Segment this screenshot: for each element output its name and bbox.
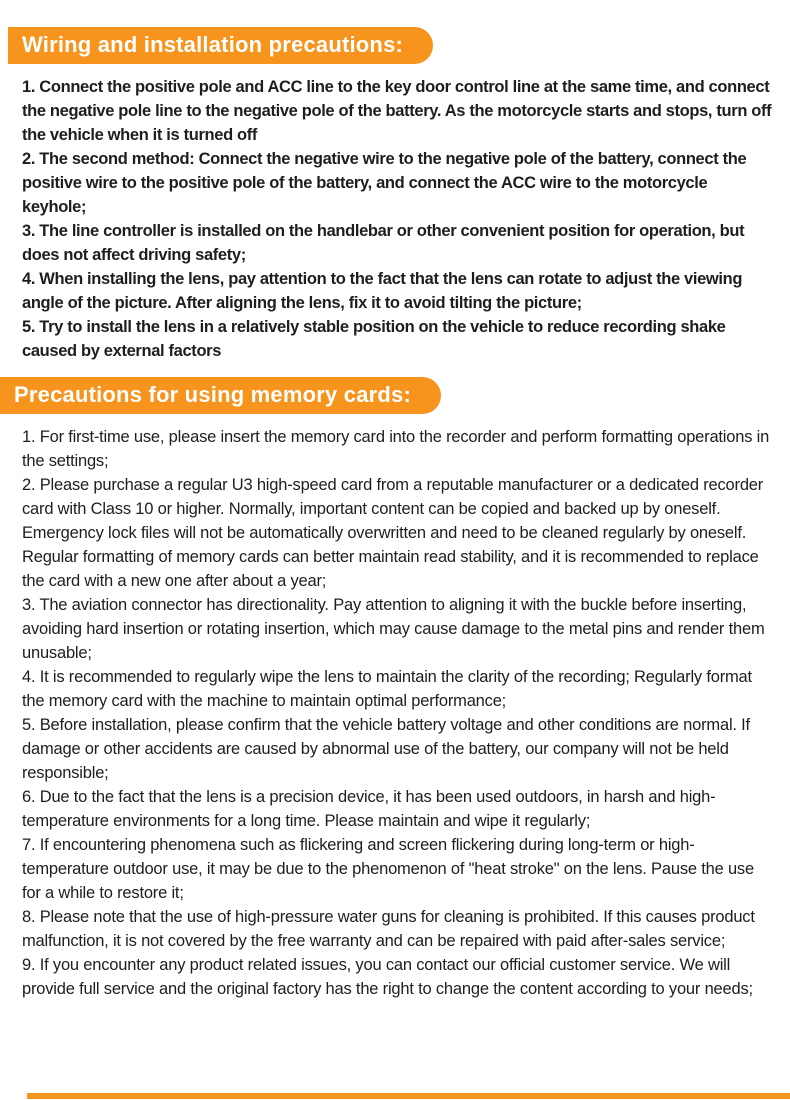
section-wiring-precautions xyxy=(0,0,790,363)
list-item: 1. Connect the positive pole and ACC line to the key door control line at the same time, and connect the negative pole line to the negative pole of the battery. As the motorcycle starts and stops, turn off the vehicle when it is turned off xyxy=(22,78,772,145)
list-item: 3. The line controller is installed on the handlebar or other convenient position for operation, but does not affect driving safety; xyxy=(22,222,745,265)
list-item: 6. Due to the fact that the lens is a precision device, it has been used outdoors, in harsh and high-temperature environments for a long time. Please maintain and wipe it regularly; xyxy=(22,788,716,831)
memory-card-section-title-badge xyxy=(0,377,441,414)
list-item: 2. Please purchase a regular U3 high-speed card from a reputable manufacturer or a dedicated recorder card with Class 10 or higher. Normally, important content can be copied and backed up by oneself. Emergency lock files will not be automatically overwritten and need to be cleaned regularly by oneself. Regular formatting of memory cards can better maintain read stability, and it is recommended to replace the card with a new one after about a year; xyxy=(22,476,764,591)
memory-card-section-title: Precautions for using memory cards: xyxy=(14,382,411,408)
wiring-precaution-list xyxy=(22,75,772,363)
list-item: 5. Before installation, please confirm that the vehicle battery voltage and other conditions are normal. If damage or other accidents are caused by abnormal use of the battery, our company will not be held responsible; xyxy=(22,716,750,783)
wiring-section-title-badge xyxy=(8,27,433,64)
list-item: 1. For first-time use, please insert the memory card into the recorder and perform formatting operations in the settings; xyxy=(22,428,770,471)
memory-card-precaution-list xyxy=(22,425,772,1001)
list-item: 8. Please note that the use of high-pressure water guns for cleaning is prohibited. If this causes product malfunction, it is not covered by the free warranty and can be repaired with paid after-sales service; xyxy=(22,908,755,951)
list-item: 3. The aviation connector has directionality. Pay attention to aligning it with the buckle before inserting, avoiding hard insertion or rotating insertion, which may cause damage to the metal pins and render them unusable; xyxy=(22,596,765,663)
list-item: 7. If encountering phenomena such as flickering and screen flickering during long-term or high-temperature outdoor use, it may be due to the phenomenon of "heat stroke" on the lens. Pause the use for a while to restore it; xyxy=(22,836,754,903)
list-item: 4. When installing the lens, pay attention to the fact that the lens can rotate to adjust the viewing angle of the picture. After aligning the lens, fix it to avoid tilting the picture; xyxy=(22,270,743,313)
list-item: 2. The second method: Connect the negative wire to the negative pole of the battery, connect the positive wire to the positive pole of the battery, and connect the ACC wire to the motorcycle keyhole; xyxy=(22,150,747,217)
section-memory-card-precautions xyxy=(0,363,790,1001)
next-section-divider-bar xyxy=(27,1093,790,1099)
list-item: 4. It is recommended to regularly wipe the lens to maintain the clarity of the recording; Regularly format the memory card with the machine to maintain optimal performance; xyxy=(22,668,752,711)
list-item: 9. If you encounter any product related issues, you can contact our official customer service. We will provide full service and the original factory has the right to change the content according to your needs; xyxy=(22,956,753,999)
list-item: 5. Try to install the lens in a relatively stable position on the vehicle to reduce recording shake caused by external factors xyxy=(22,318,726,361)
wiring-section-title: Wiring and installation precautions: xyxy=(22,32,404,57)
